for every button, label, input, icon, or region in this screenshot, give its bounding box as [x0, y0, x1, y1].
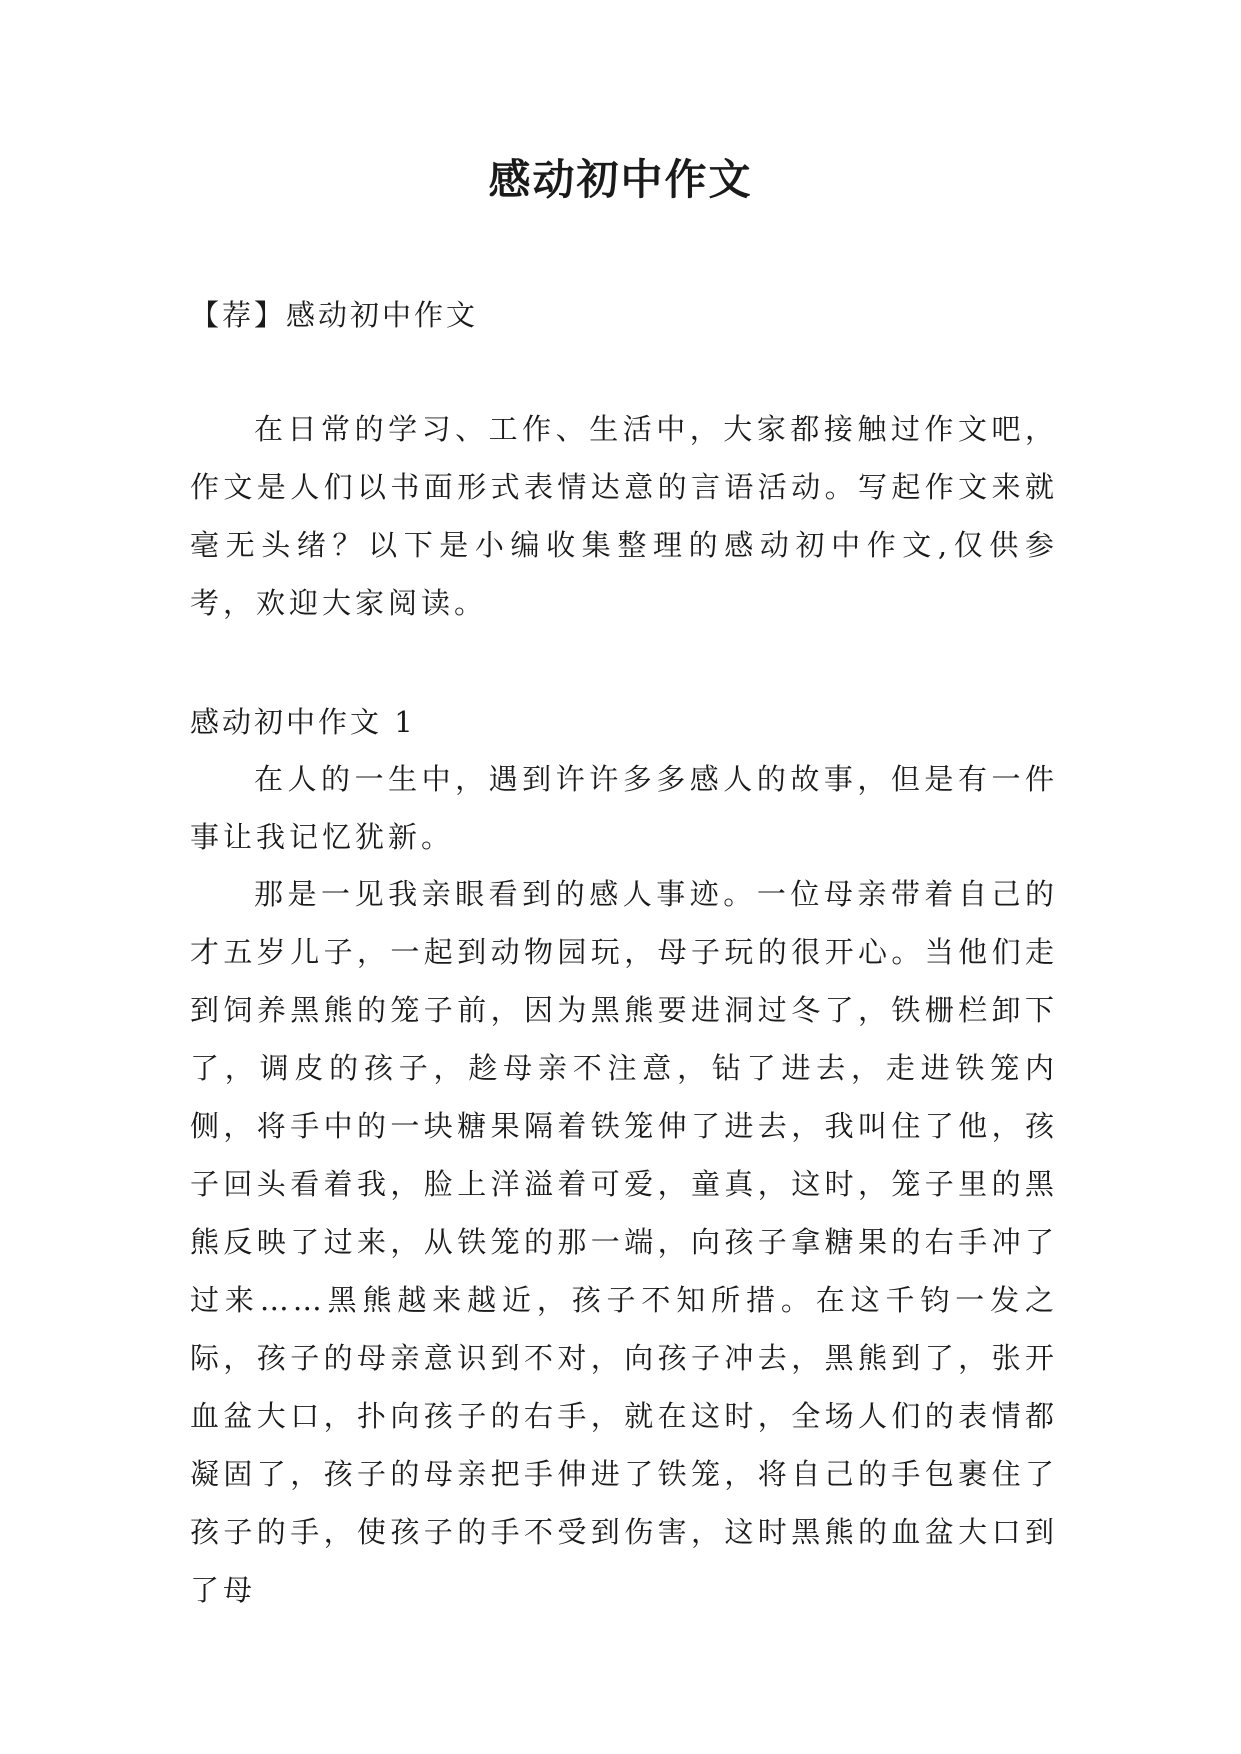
document-subtitle: 【荐】感动初中作文 — [190, 298, 479, 332]
body-paragraph: 在人的一生中，遇到许许多多感人的故事，但是有一件事让我记忆犹新。 — [190, 762, 1058, 854]
body-paragraph: 那是一见我亲眼看到的感人事迹。一位母亲带着自己的才五岁儿子，一起到动物园玩，母子玩的很开心。当他们走到饲养黑熊的笼子前，因为黑熊要进洞过冬了，铁栅栏卸下了，调皮的孩子，趁母亲不注意，钻了进去，走进铁笼内侧，将手中的一块糖果隔着铁笼伸了进去，我叫住了他，孩子回头看着我，脸上洋溢着可爱，童真，这时，笼子里的黑熊反映了过来，从铁笼的那一端，向孩子拿糖果的右手冲了过来……黑熊越来越近，孩子不知所措。在这千钧一发之际，孩子的母亲意识到不对，向孩子冲去，黑熊到了，张开血盆大口，扑向孩子的右手，就在这时，全场人们的表情都凝固了，孩子的母亲把手伸进了铁笼，将自己的手包裹住了孩子的手，使孩子的手不受到伤害，这时黑熊的血盆大口到了母 — [190, 877, 1058, 1607]
section-heading: 感动初中作文 1 — [190, 705, 416, 739]
page-title: 感动初中作文 — [488, 155, 753, 204]
intro-paragraph: 在日常的学习、工作、生活中，大家都接触过作文吧，作文是人们以书面形式表情达意的言语活动。写起作文来就毫无头绪？以下是小编收集整理的感动初中作文,仅供参考，欢迎大家阅读。 — [190, 412, 1058, 620]
